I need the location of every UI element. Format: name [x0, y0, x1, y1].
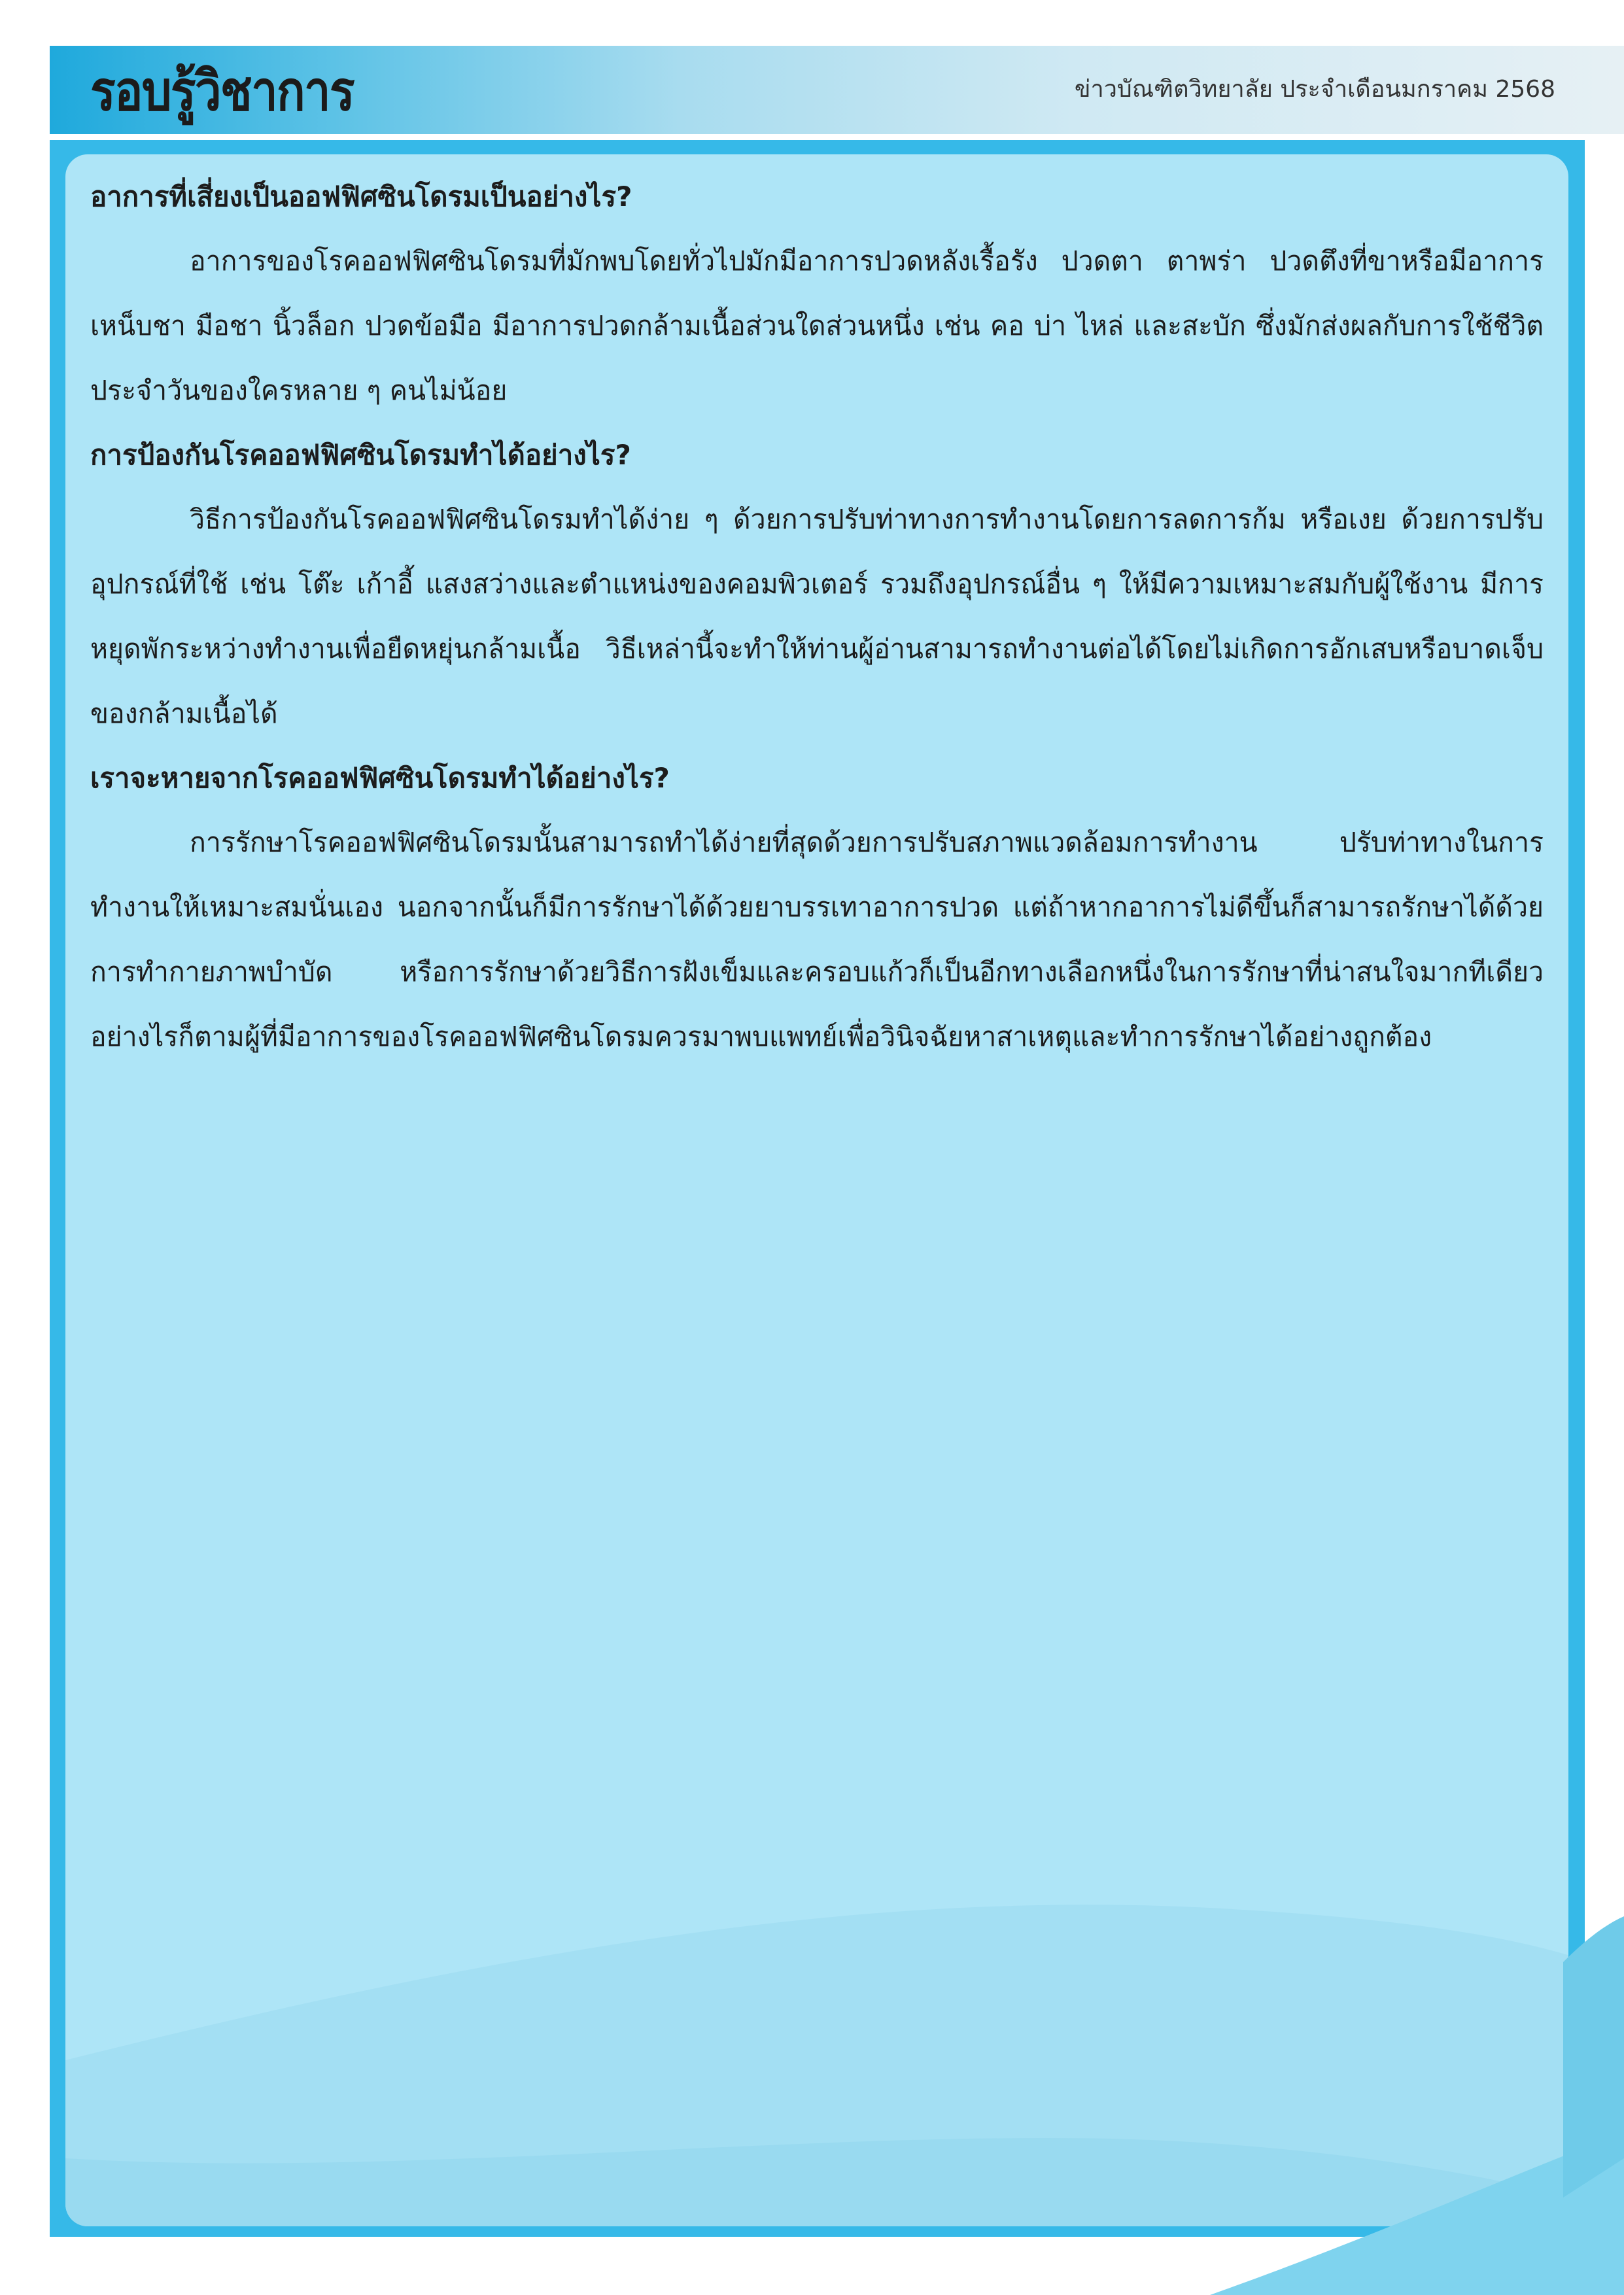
- issue-info: ข่าวบัณฑิตวิทยาลัย ประจำเดือนมกราคม 2568: [1074, 76, 1555, 103]
- section-heading: การป้องกันโรคออฟฟิศซินโดรมทำได้อย่างไร?: [90, 439, 631, 471]
- section-body: วิธีการป้องกันโรคออฟฟิศซินโดรมทำได้ง่าย ๆ ด้วยการปรับท่าทางการทำงานโดยการลดการก้ม หรือเงย ด้วยการปรับอุปกรณ์ที่ใช้ เช่น โต๊ะ เก้าอี้ แสงสว่างและตำแหน่งของคอมพิวเตอร์ รวมถึงอุปกรณ์อื่น ๆ ให้มีความเหมาะสมกับผู้ใช้งาน มีการหยุดพักระหว่างทำงานเพื่อยืดหยุ่นกล้ามเนื้อ วิธีเหล่านี้จะทำให้ท่านผู้อ่านสามารถทำงานต่อได้โดยไม่เกิดการอักเสบหรือบาดเจ็บของกล้ามเนื้อได้: [90, 504, 1544, 729]
- section-symptoms: [90, 165, 1544, 423]
- article-content: [90, 165, 1544, 1069]
- section-heading: เราจะหายจากโรคออฟฟิศซินโดรมทำได้อย่างไร?: [90, 762, 670, 794]
- section-prevention: [90, 423, 1544, 746]
- section-body: การรักษาโรคออฟฟิศซินโดรมนั้นสามารถทำได้ง่ายที่สุดด้วยการปรับสภาพแวดล้อมการทำงาน ปรับท่าทางในการทำงานให้เหมาะสมนั่นเอง นอกจากนั้นก็มีการรักษาได้ด้วยยาบรรเทาอาการปวด แต่ถ้าหากอาการไม่ดีขึ้นก็สามารถรักษาได้ด้วยการทำกายภาพบำบัด หรือการรักษาด้วยวิธีการฝังเข็มและครอบแก้วก็เป็นอีกทางเลือกหนึ่งในการรักษาที่น่าสนใจมากทีเดียว อย่างไรก็ตามผู้ที่มีอาการของโรคออฟฟิศซินโดรมควรมาพบแพทย์เพื่อวินิจฉัยหาสาเหตุและทำการรักษาได้อย่างถูกต้อง: [90, 827, 1544, 1052]
- section-body: อาการของโรคออฟฟิศซินโดรมที่มักพบโดยทั่วไปมักมีอาการปวดหลังเรื้อรัง ปวดตา ตาพร่า ปวดตึงที่ขาหรือมีอาการเหน็บชา มือชา นิ้วล็อก ปวดข้อมือ มีอาการปวดกล้ามเนื้อส่วนใดส่วนหนึ่ง เช่น คอ บ่า ไหล่ และสะบัก ซึ่งมักส่งผลกับการใช้ชีวิตประจำวันของใครหลาย ๆ คนไม่น้อย: [90, 245, 1544, 406]
- section-title: รอบรู้วิชาการ: [90, 59, 354, 123]
- section-heading: อาการที่เสี่ยงเป็นออฟฟิศซินโดรมเป็นอย่างไร?: [90, 181, 632, 213]
- section-treatment: [90, 746, 1544, 1069]
- header-banner: [50, 46, 1624, 134]
